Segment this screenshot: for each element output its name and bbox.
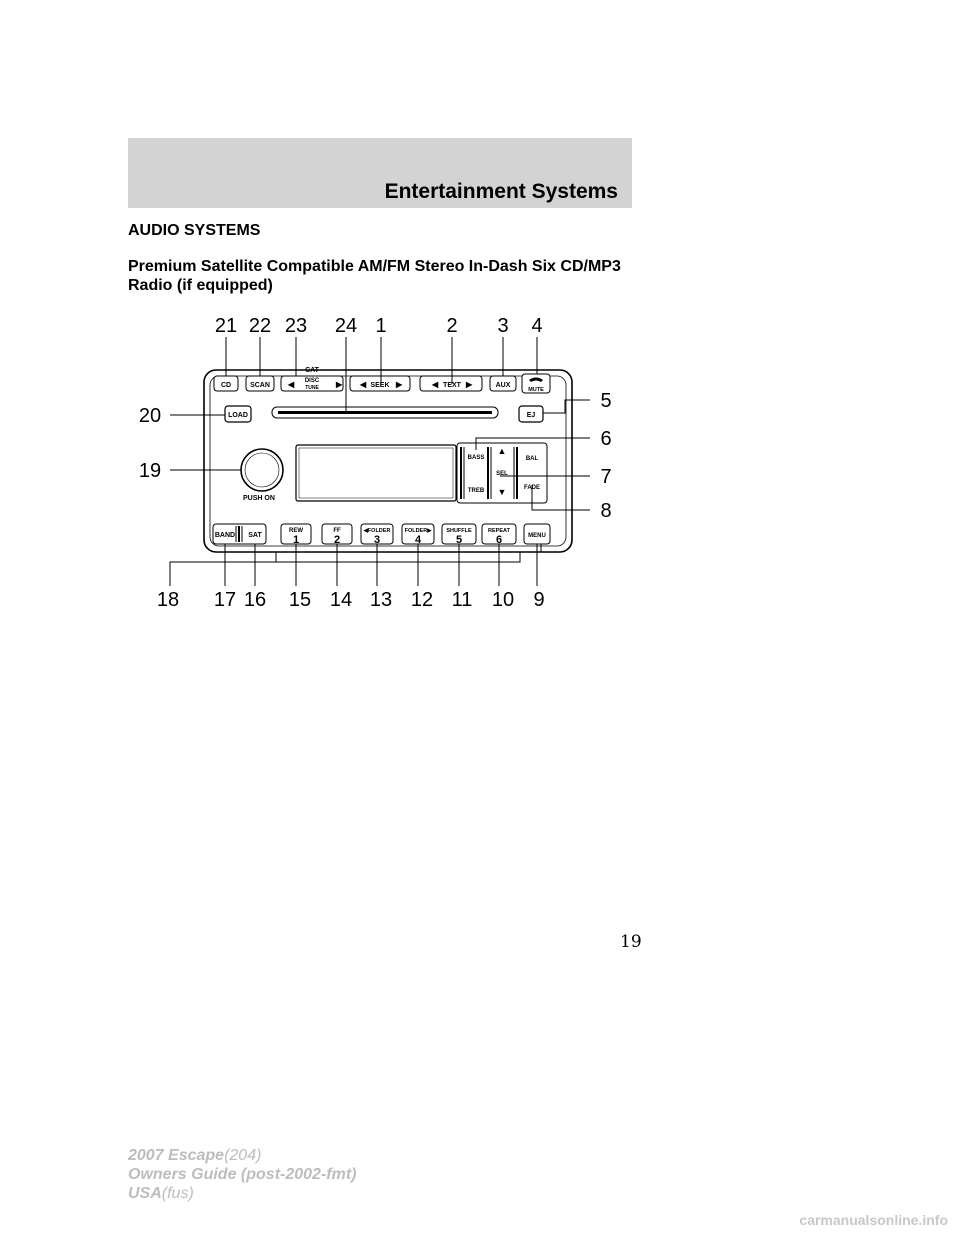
treb-label: TREB — [467, 488, 485, 494]
svg-text:FF: FF — [333, 528, 341, 534]
preset-3-folder-prev-button[interactable] — [361, 524, 393, 546]
callout-16: 16 — [243, 589, 267, 611]
subtitle-line-2: Radio (if equipped) — [128, 277, 273, 294]
callout-18: 18 — [156, 589, 180, 611]
footer-line-3 — [128, 1184, 356, 1203]
subtitle — [128, 257, 648, 295]
seek-right-arrow-icon: ▶ — [396, 380, 403, 389]
tune-label: TUNE — [305, 385, 319, 391]
callout-22: 22 — [248, 315, 272, 337]
callout-10: 10 — [491, 589, 515, 611]
callout-14: 14 — [329, 589, 353, 611]
seek-left-arrow-icon: ◀ — [360, 380, 367, 389]
svg-text:SCAN: SCAN — [250, 382, 270, 389]
footer-market-code: (fus) — [161, 1185, 194, 1202]
callout-5: 5 — [600, 390, 612, 412]
callout-15: 15 — [288, 589, 312, 611]
disc-right-arrow-icon: ▶ — [336, 380, 343, 389]
disc-label: DISC — [304, 378, 320, 384]
sel-label: SEL — [496, 471, 508, 477]
cd-button[interactable] — [214, 376, 238, 391]
band-sat-rocker[interactable] — [213, 524, 266, 544]
callout-9: 9 — [533, 589, 545, 611]
callout-6: 6 — [600, 428, 612, 450]
callout-12: 12 — [410, 589, 434, 611]
preset-5-shuffle-button[interactable] — [442, 524, 476, 546]
push-on-label: PUSH ON — [243, 495, 275, 502]
svg-text:TEXT: TEXT — [443, 382, 461, 389]
footer-model-code: (204) — [224, 1147, 262, 1164]
header-title: Entertainment Systems — [384, 180, 618, 203]
callout-20: 20 — [138, 405, 162, 427]
radio-diagram-svg — [100, 300, 640, 620]
bal-label: BAL — [525, 456, 539, 462]
callout-3: 3 — [497, 315, 509, 337]
svg-text:REPEAT: REPEAT — [488, 528, 510, 534]
svg-text:CD: CD — [220, 382, 232, 389]
cat-label: CAT — [305, 367, 319, 374]
callout-8: 8 — [600, 500, 612, 522]
callout-2: 2 — [446, 315, 458, 337]
disc-left-arrow-icon: ◀ — [288, 380, 295, 389]
callout-21: 21 — [214, 315, 238, 337]
text-right-arrow-icon: ▶ — [466, 380, 473, 389]
bass-label: BASS — [467, 455, 485, 461]
watermark: carmanualsonline.info — [799, 1212, 948, 1228]
svg-text:5: 5 — [455, 534, 463, 546]
text-left-arrow-icon: ◀ — [432, 380, 439, 389]
eject-button[interactable] — [519, 406, 543, 422]
callout-13: 13 — [369, 589, 393, 611]
callout-23: 23 — [284, 315, 308, 337]
svg-text:MENU: MENU — [528, 533, 546, 539]
svg-text:FOLDER▶: FOLDER▶ — [404, 528, 432, 534]
fade-label: FADE — [523, 485, 541, 491]
aux-button[interactable] — [490, 376, 516, 391]
scan-button[interactable] — [246, 376, 274, 391]
svg-text:6: 6 — [495, 534, 503, 546]
display-screen — [296, 445, 456, 501]
footer-line-1 — [128, 1146, 356, 1165]
preset-1-rew-button[interactable] — [281, 524, 311, 546]
seek-button[interactable] — [350, 376, 410, 391]
preset-6-repeat-button[interactable] — [482, 524, 516, 546]
footer-market: USA — [128, 1185, 162, 1202]
callout-1: 1 — [375, 315, 387, 337]
svg-text:REW: REW — [289, 528, 303, 534]
page-number: 19 — [620, 932, 642, 952]
svg-text:SEEK: SEEK — [370, 382, 390, 389]
svg-text:3: 3 — [373, 534, 381, 546]
header-band — [128, 138, 632, 208]
sel-up-arrow-icon[interactable]: ▲ — [497, 446, 507, 456]
section-title: AUDIO SYSTEMS — [128, 222, 261, 239]
cd-slot-opening — [278, 411, 492, 414]
svg-text:EJ: EJ — [526, 412, 536, 419]
footer — [128, 1146, 356, 1203]
svg-text:SHUFFLE: SHUFFLE — [446, 528, 472, 534]
sel-down-arrow-icon[interactable]: ▼ — [497, 487, 507, 497]
disc-tune-button[interactable] — [281, 376, 343, 391]
svg-text:◀FOLDER: ◀FOLDER — [363, 528, 391, 534]
callout-7: 7 — [600, 466, 612, 488]
load-button[interactable] — [225, 406, 251, 422]
callout-17: 17 — [213, 589, 237, 611]
sat-label: SAT — [248, 532, 262, 539]
callout-24: 24 — [334, 315, 358, 337]
callout-4: 4 — [531, 315, 543, 337]
svg-text:LOAD: LOAD — [228, 412, 248, 419]
menu-button[interactable] — [524, 524, 550, 544]
preset-2-ff-button[interactable] — [322, 524, 352, 546]
footer-line-2: Owners Guide (post-2002-fmt) — [128, 1166, 357, 1183]
text-button[interactable] — [420, 376, 482, 391]
volume-knob[interactable] — [241, 449, 283, 491]
radio-diagram — [100, 300, 640, 625]
svg-text:1: 1 — [292, 534, 300, 546]
subtitle-line-1: Premium Satellite Compatible AM/FM Stereo In-Dash Six CD/MP3 — [128, 258, 621, 275]
footer-model: 2007 Escape — [128, 1147, 225, 1164]
band-label: BAND — [214, 532, 236, 539]
callout-19: 19 — [138, 460, 162, 482]
svg-text:4: 4 — [414, 534, 422, 546]
callout-11: 11 — [451, 589, 473, 611]
svg-text:MUTE: MUTE — [528, 387, 544, 393]
mute-button[interactable] — [522, 374, 550, 393]
preset-4-folder-next-button[interactable] — [402, 524, 434, 546]
svg-text:AUX: AUX — [495, 382, 511, 389]
svg-text:2: 2 — [333, 534, 341, 546]
